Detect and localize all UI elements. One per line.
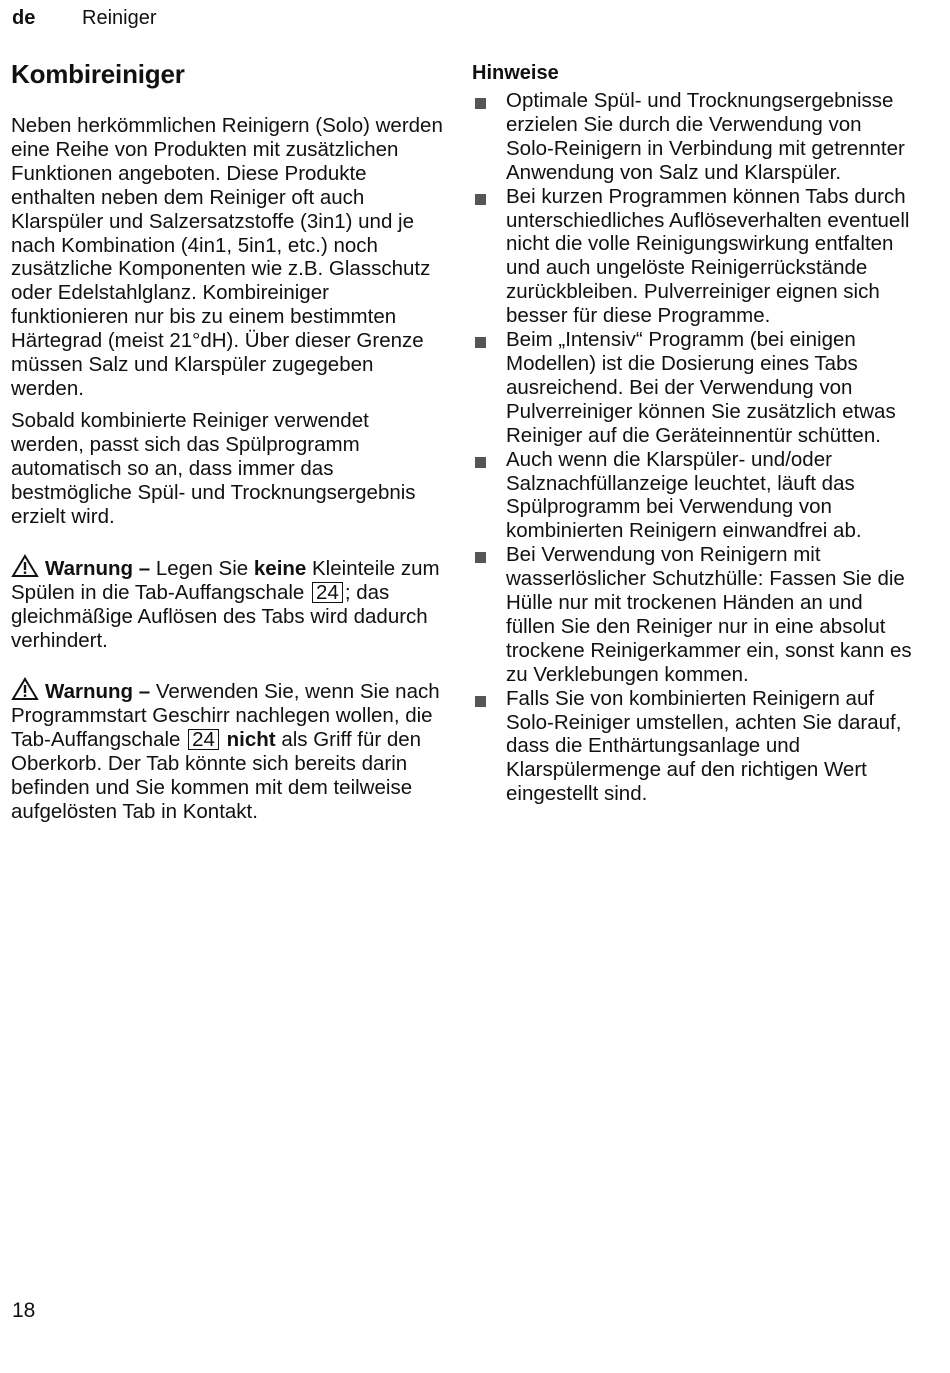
right-column xyxy=(472,60,912,806)
part-reference: 24 xyxy=(188,729,219,750)
notes-list xyxy=(472,89,912,806)
warning-text: als Griff für den Oberkorb. Der Tab könnte sich bereits darin befinden und Sie kommen mit dem teilweise aufgelösten Tab in Kontakt. xyxy=(11,727,422,823)
warning-text: ; das gleichmäßige Auflösen des Tabs wird dadurch verhindert. xyxy=(11,581,428,653)
list-item xyxy=(472,185,912,328)
list-item xyxy=(472,448,912,544)
warning-emphasis: keine xyxy=(253,557,307,581)
warning-text: Legen Sie xyxy=(150,557,254,581)
warning-emphasis: nicht xyxy=(226,727,276,751)
warning-icon xyxy=(11,554,39,578)
combined-cleaner-paragraph: Sobald kombinierte Reiniger verwendet werden, passt sich das Spülprogramm automatisch so an, dass immer das bestmögliche Spül- und Trocknungsergebnis erzielt wird. xyxy=(11,408,416,528)
list-item-text: Auch wenn die Klarspüler- und/oder Salznachfüllanzeige leuchtet, läuft das Spülprogramm bei Verwendung von kombinierten Reinigern einwandfrei ab. xyxy=(506,447,862,543)
warning-icon xyxy=(11,677,39,701)
list-item xyxy=(472,687,912,807)
square-bullet-icon xyxy=(475,98,486,109)
square-bullet-icon xyxy=(475,696,486,707)
list-item xyxy=(472,89,912,185)
square-bullet-icon xyxy=(475,457,486,468)
page-title: Kombireiniger xyxy=(11,59,185,89)
warning-block-2 xyxy=(11,677,443,823)
list-item xyxy=(472,328,912,448)
list-item-text: Bei Verwendung von Reinigern mit wasserlöslicher Schutzhülle: Fassen Sie die Hülle nur mit trockenen Händen an und füllen Sie den Reiniger nur in eine absolut trockene Reinigerkammer ein, sonst kann es zu Verklebungen kommen. xyxy=(506,543,912,686)
language-code: de xyxy=(12,7,36,29)
warning-text: Kleinteile zum Spülen in die Tab-Auffangschale xyxy=(11,557,440,605)
page-number: 18 xyxy=(12,1299,36,1322)
part-reference: 24 xyxy=(312,582,343,603)
square-bullet-icon xyxy=(475,552,486,563)
warning-block-1 xyxy=(11,554,443,653)
list-item-text: Bei kurzen Programmen können Tabs durch unterschiedliches Auflöseverhalten eventuell nicht die volle Reinigungswirkung entfalten und auch ungelöste Reinigerrückstände zurückbleiben. Pulverreiniger eignen sich besser für diese Programme. xyxy=(506,184,910,328)
list-item-text: Beim „Intensiv“ Programm (bei einigen Modellen) ist die Dosierung eines Tabs ausreichend. Bei der Verwendung von Pulverreiniger können Sie zusätzlich etwas Reiniger auf die Geräteinnentür schütten. xyxy=(506,328,896,447)
section-title: Reiniger xyxy=(82,7,157,29)
list-item-text: Optimale Spül- und Trocknungsergebnisse erzielen Sie durch die Verwendung von Solo-Reinigern in Verbindung mit getrennter Anwendung von Salz und Klarspüler. xyxy=(506,89,905,184)
warning-label: Warnung – xyxy=(45,557,151,581)
list-item-text: Falls Sie von kombinierten Reinigern auf Solo-Reiniger umstellen, achten Sie darauf, dass die Enthärtungsanlage und Klarspülermenge auf den richtigen Wert eingestellt sind. xyxy=(506,686,902,806)
notes-heading: Hinweise xyxy=(472,62,559,84)
left-column xyxy=(11,58,443,831)
warning-text: Verwenden Sie, wenn Sie nach Programmstart Geschirr nachlegen wollen, die Tab-Auffangschale xyxy=(11,680,440,751)
warning-label: Warnung – xyxy=(45,680,151,704)
list-item xyxy=(472,543,912,686)
square-bullet-icon xyxy=(475,337,486,348)
page-header xyxy=(12,6,156,30)
intro-paragraph: Neben herkömmlichen Reinigern (Solo) werden eine Reihe von Produkten mit zusätzlichen Funktionen angeboten. Diese Produkte enthalten neben dem Reiniger oft auch Klarspüler und Salzersatzstoffe (3in1) und je nach Kombination (4in1, 5in1, etc.) noch zusätzliche Komponenten wie z.B. Glasschutz oder Edelstahlglanz. Kombireiniger funktionieren nur bis zu einem bestimmten Härtegrad (meist 21°dH). Über dieser Grenze müssen Salz und Klarspüler zugegeben werden. xyxy=(11,114,443,400)
square-bullet-icon xyxy=(475,194,486,205)
